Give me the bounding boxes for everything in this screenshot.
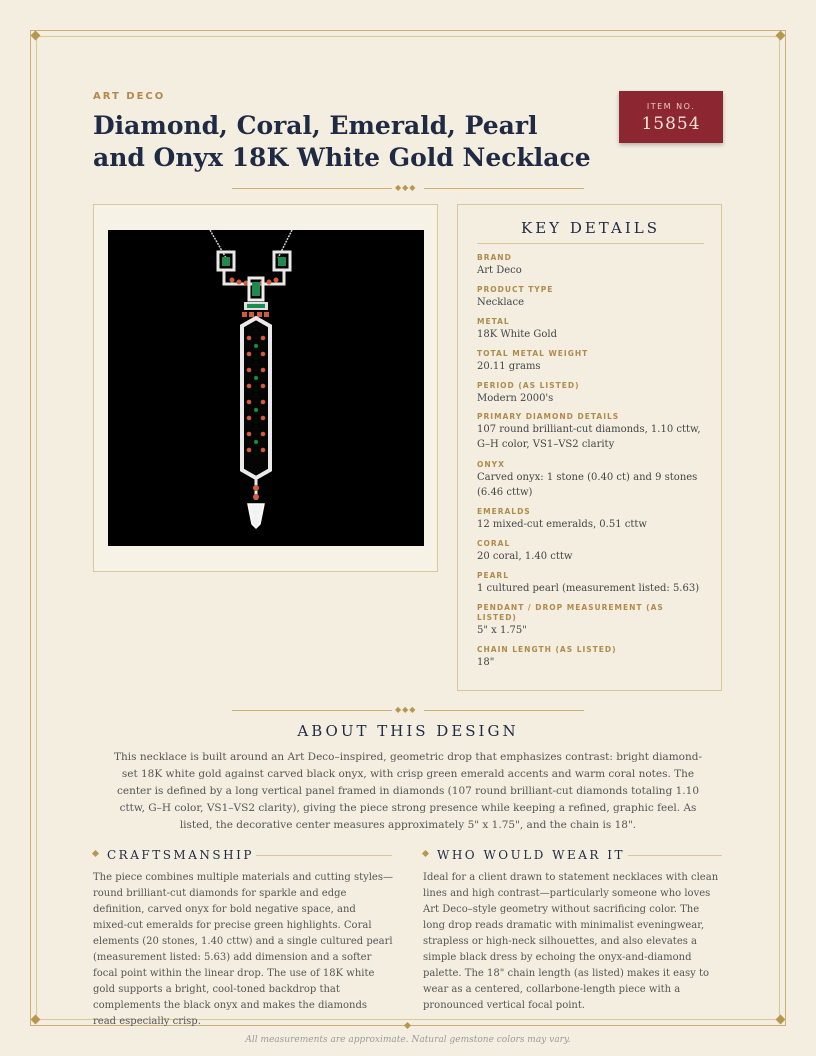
who-would-wear-title: WHO WOULD WEAR IT	[437, 848, 625, 862]
title-divider-left	[232, 188, 392, 189]
detail-pendant-measurement	[477, 603, 707, 638]
item-number-label: ITEM NO.	[646, 102, 696, 111]
who-would-wear-body: Ideal for a client drawn to statement necklaces with clean lines and high contrast—particularly someone who loves Art Deco–style geometry without sacrificing color. The long drop reads dramatic with minimalist eveningwear, strapless or high-neck silhouettes, and also elevates a simple black dress by echoing the onyx-and-diamond palette. The 18" chain length (as listed) makes it easy to wear as a centered, collarbone-length piece with a pronounced vertical focal point.	[423, 872, 719, 1011]
detail-value: 20 coral, 1.40 cttw	[477, 551, 573, 562]
detail-value: 20.11 grams	[477, 361, 541, 372]
key-details-panel	[457, 204, 722, 691]
product-image	[108, 230, 424, 546]
detail-label: CHAIN LENGTH (AS LISTED)	[477, 645, 617, 654]
detail-value: Modern 2000's	[477, 393, 554, 404]
craftsmanship-heading	[93, 848, 254, 862]
detail-label: PRODUCT TYPE	[477, 285, 554, 294]
divider-ornament: ◆◆◆	[395, 183, 417, 192]
detail-value: 5" x 1.75"	[477, 625, 527, 636]
detail-label: METAL	[477, 317, 510, 326]
detail-label: EMERALDS	[477, 507, 531, 516]
detail-label: TOTAL METAL WEIGHT	[477, 349, 589, 358]
craftsmanship-rule	[256, 855, 392, 856]
detail-brand	[477, 253, 707, 278]
craftsmanship-title: CRAFTSMANSHIP	[107, 848, 254, 862]
detail-chain-length	[477, 645, 707, 670]
diamond-bullet-icon	[422, 850, 429, 857]
about-body: This necklace is built around an Art Deco–inspired, geometric drop that emphasizes contrast: bright diamond-set 18K white gold against carved black onyx, with crisp green emerald accents and warm coral notes. The center is defined by a long vertical panel framed in diamonds (107 round brilliant-cut diamonds totaling 1.10 cttw, G–H color, VS1–VS2 clarity), giving the piece strong presence while keeping a refined, graphic feel. As listed, the decorative center measures approximately 5" x 1.75", and the chain is 18".	[114, 751, 702, 831]
item-number-badge	[619, 91, 723, 143]
detail-emeralds	[477, 507, 707, 532]
detail-pearl	[477, 571, 707, 596]
who-would-wear-heading	[423, 848, 625, 862]
detail-diamond	[477, 412, 707, 452]
item-number: 15854	[641, 114, 701, 134]
craftsmanship-body: The piece combines multiple materials and cutting styles—round brilliant-cut diamonds for sparkle and edge definition, carved onyx for bold negative space, and mixed-cut emeralds for precise green highlights. Coral elements (20 stones, 1.40 cttw) and a single cultured pearl (measurement listed: 5.63) add dimension and a softer focal point within the linear drop. The use of 18K white gold supports a bright, cool-toned backdrop that complements the black onyx and makes the diamonds read especially crisp.	[93, 872, 393, 1027]
about-divider-right	[424, 710, 584, 711]
detail-value: Carved onyx: 1 stone (0.40 ct) and 9 stones (6.46 cttw)	[477, 472, 698, 498]
footer-note: All measurements are approximate. Natural gemstone colors may vary.	[245, 1035, 571, 1045]
divider-ornament: ◆◆◆	[395, 705, 417, 714]
detail-metal	[477, 317, 707, 342]
key-details-rule	[477, 243, 704, 244]
about-divider-left	[232, 710, 392, 711]
detail-value: 12 mixed-cut emeralds, 0.51 cttw	[477, 519, 647, 530]
detail-value: 18K White Gold	[477, 329, 558, 340]
detail-value: Art Deco	[477, 265, 522, 276]
detail-coral	[477, 539, 707, 564]
detail-value: 1 cultured pearl (measurement listed: 5.63)	[477, 583, 700, 594]
title-divider-right	[424, 188, 584, 189]
detail-product-type	[477, 285, 707, 310]
category-eyebrow: ART DECO	[93, 91, 166, 102]
detail-value: 107 round brilliant-cut diamonds, 1.10 cttw, G–H color, VS1–VS2 clarity	[477, 424, 701, 450]
detail-label: BRAND	[477, 253, 512, 262]
diamond-bullet-icon	[92, 850, 99, 857]
detail-label: PERIOD (AS LISTED)	[477, 381, 580, 390]
detail-label: PENDANT / DROP MEASUREMENT (AS LISTED)	[477, 603, 664, 622]
detail-label: ONYX	[477, 460, 505, 469]
detail-onyx	[477, 460, 707, 500]
necklace-illustration	[108, 230, 424, 546]
detail-label: PRIMARY DIAMOND DETAILS	[477, 412, 620, 421]
detail-metal-weight	[477, 349, 707, 374]
page-title: Diamond, Coral, Emerald, Pearl and Onyx 18K White Gold Necklace	[93, 111, 591, 172]
who-would-wear-rule	[628, 855, 722, 856]
key-details-title: KEY DETAILS	[521, 219, 660, 237]
detail-period	[477, 381, 707, 406]
detail-label: CORAL	[477, 539, 511, 548]
detail-label: PEARL	[477, 571, 509, 580]
detail-value: 18"	[477, 657, 495, 668]
about-title: ABOUT THIS DESIGN	[297, 722, 519, 740]
detail-value: Necklace	[477, 297, 525, 308]
